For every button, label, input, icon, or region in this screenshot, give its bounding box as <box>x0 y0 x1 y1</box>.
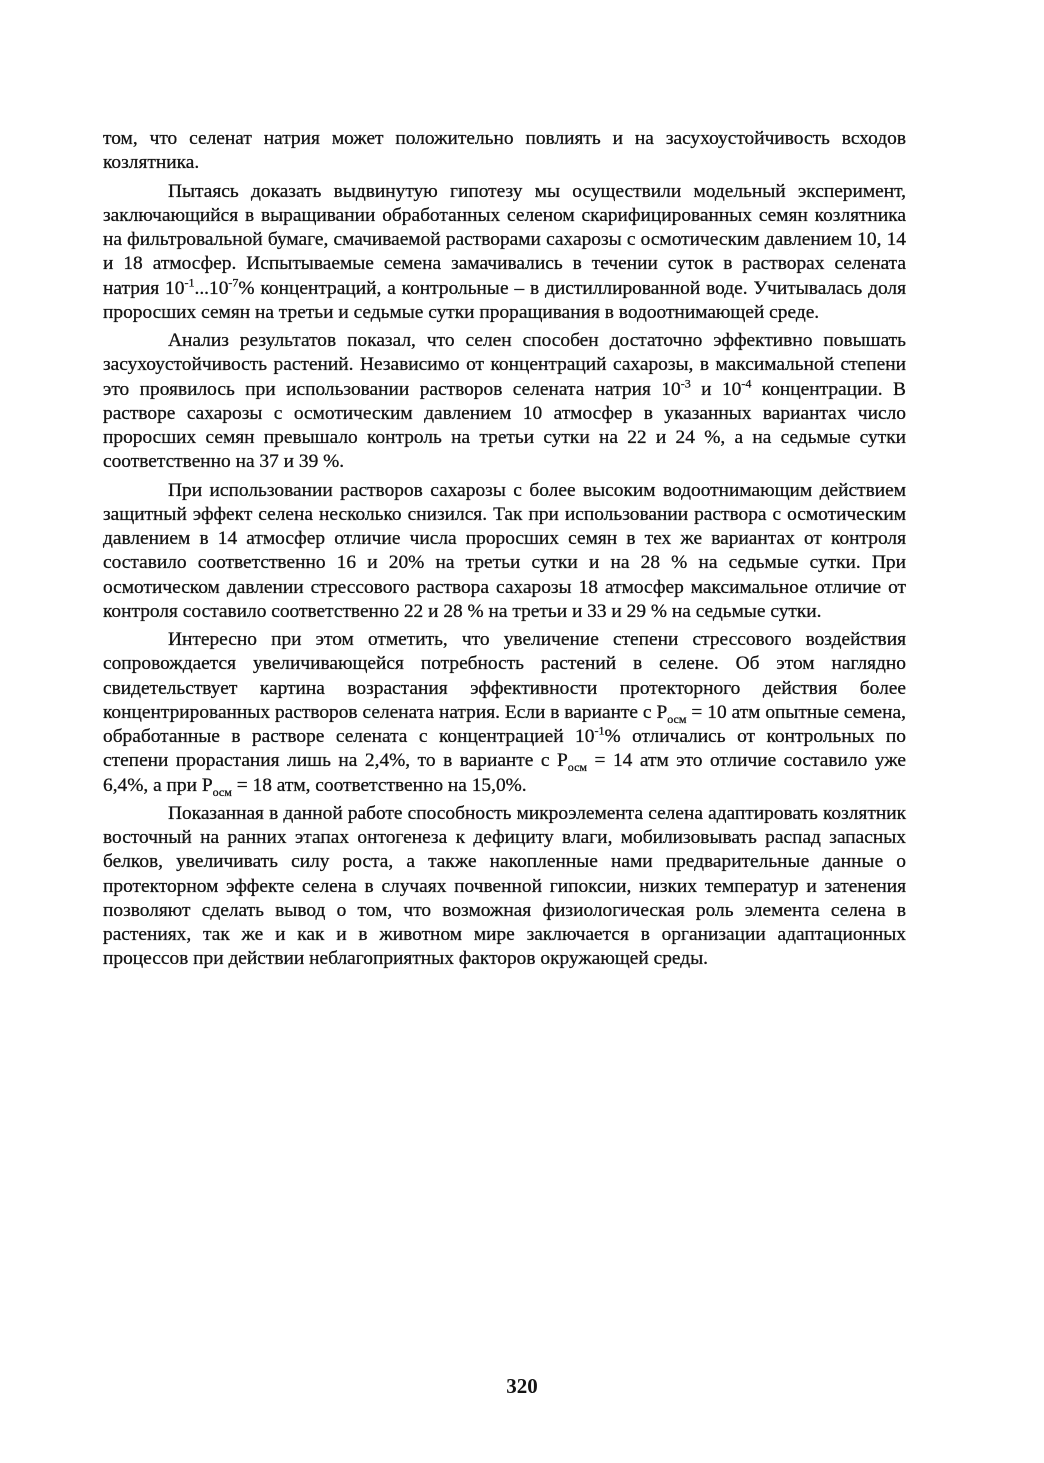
paragraph <box>103 180 906 326</box>
superscript: -7 <box>228 275 239 290</box>
paragraph <box>103 127 906 176</box>
text-run: Анализ результатов показал, что селен способен достаточно эффективно повышать засухоустойчивость растений. Независимо от концентраций сахарозы, в максимальной степени это проявилось при использовании растворов селената натрия 10 <box>103 330 906 400</box>
text-run: % концентраций, а контрольные – в дистиллированной воде. Учитывалась доля проросших семян на третьи и седьмые сутки проращивания в водоотнимающей среде. <box>103 277 906 323</box>
page-number: 320 <box>506 1374 538 1398</box>
text-run: = 14 атм это отличие составило уже 6,4%, а при Р <box>103 750 906 796</box>
text-run: ...10 <box>194 277 229 299</box>
subscript: осм <box>212 784 232 799</box>
text-run: и 10 <box>690 378 742 400</box>
text-run: Показанная в данной работе способность микроэлемента селена адаптировать козлятник восточный на ранних этапах онтогенеза к дефициту влаги, мобилизовывать распад запасных белков, увеличивать силу роста, а также накопленные нами предварительные данные о протекторном эффекте селена в случаях почвенной гипоксии, низких температур и затенения позволяют сделать вывод о том, что возможная физиологическая роль элемента селена в растениях, так же и как и в животном мире заключается в организации адаптационных процессов при действии неблагоприятных факторов окружающей среды. <box>103 802 906 970</box>
paragraph <box>103 628 906 798</box>
text-run: Пытаясь доказать выдвинутую гипотезу мы осуществили модельный эксперимент, заключающийся в выращивании обработанных селеном скарифицированных семян козлятника на фильтровальной бумаге, смачиваемой растворами сахарозы с осмотическим давлением 10, 14 и 18 атмосфер. Испытываемые семена замачивались в течении суток в растворах селената натрия 10 <box>103 180 906 299</box>
text-run: = 18 атм, соответственно на 15,0%. <box>231 774 527 796</box>
superscript: -4 <box>741 376 752 391</box>
subscript: осм <box>667 711 687 726</box>
text-run: % отличались от контрольных по степени прорастания лишь на 2,4%, то в варианте с Р <box>103 726 906 772</box>
superscript: -1 <box>184 275 195 290</box>
paragraph <box>103 802 906 972</box>
superscript: -3 <box>680 376 691 391</box>
text-run: = 10 атм опытные семена, обработанные в растворе селената с концентрацией 10 <box>103 701 906 747</box>
text-run: том, что селенат натрия может положительно повлиять и на засухоустойчивость всходов козлятника. <box>103 128 906 174</box>
subscript: осм <box>567 760 588 775</box>
superscript: -1 <box>594 723 605 738</box>
paragraph <box>103 329 906 475</box>
paragraph <box>103 479 906 625</box>
text-run: Интересно при этом отметить, что увеличение степени стрессового воздействия сопровождается увеличивающейся потребность растений в селене. Об этом наглядно свидетельствует картина возрастания эффективности протекторного действия более концентрированных растворов селената натрия. Если в варианте с Р <box>103 629 906 723</box>
text-run: концентрации. В растворе сахарозы с осмотическим давлением 10 атмосфер в указанных вариантах число проросших семян превышало контроль на третьи сутки на 22 и 24 %, а на седьмые сутки соответственно на 37 и 39 %. <box>103 378 906 473</box>
body-text <box>103 127 906 976</box>
text-run: При использовании растворов сахарозы с более высоким водоотнимающим действием защитный эффект селена несколько снизился. Так при использовании раствора с осмотическим давлением в 14 атмосфер отличие числа проросших семян в тех же вариантах от контроля составило соответственно 16 и 20% на третьи сутки и на 28 % на седьмые сутки. При осмотическом давлении стрессового раствора сахарозы 18 атмосфер максимальное отличие от контроля составило соответственно 22 и 28 % на третьи и 33 и 29 % на седьмые сутки. <box>103 479 906 622</box>
